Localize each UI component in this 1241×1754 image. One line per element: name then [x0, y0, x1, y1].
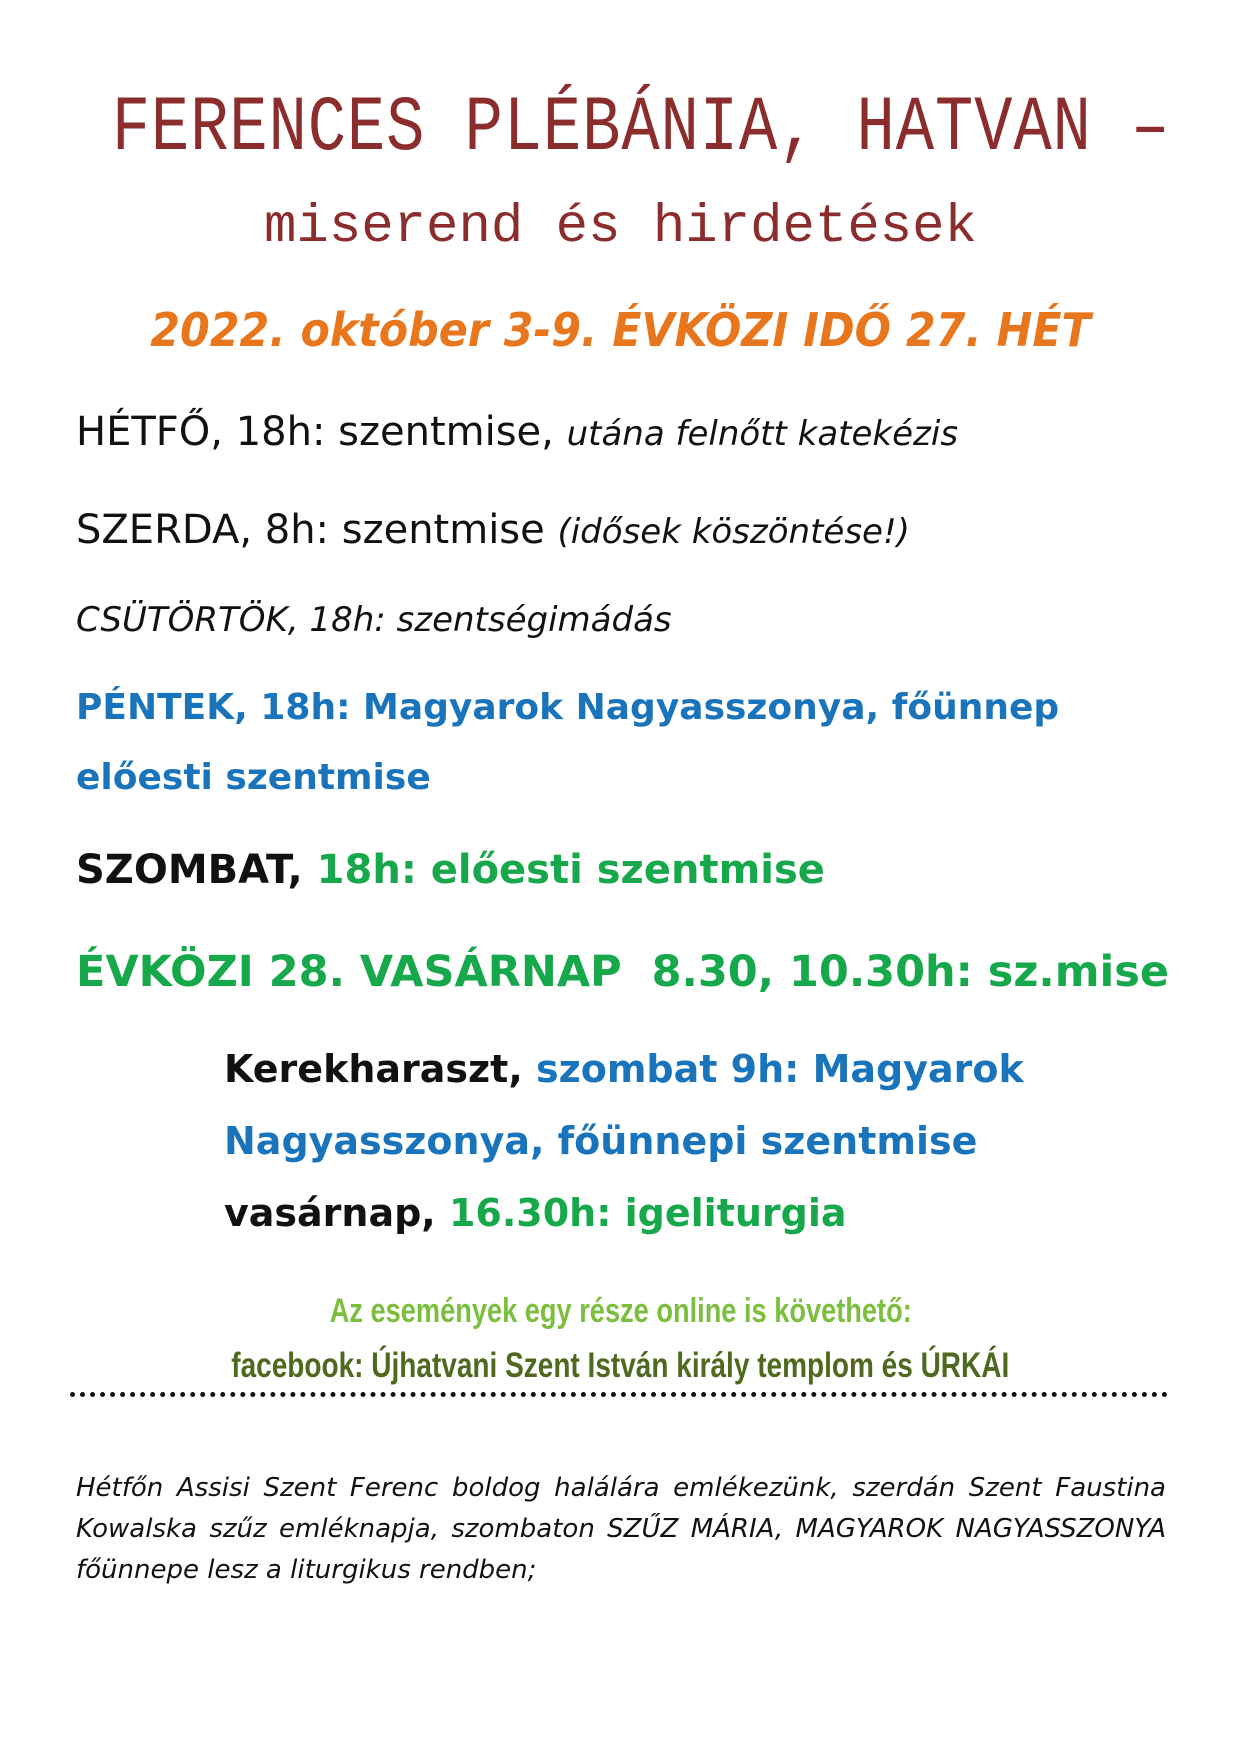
- facebook-line-text: facebook: Újhatvani Szent István király templom és ÚRKÁI: [231, 1346, 1010, 1385]
- monday-main: HÉTFŐ, 18h: szentmise,: [76, 409, 567, 455]
- dotted-divider: [70, 1392, 1168, 1397]
- schedule-friday-line2: előesti szentmise: [76, 757, 431, 798]
- facebook-line: [0, 1342, 1241, 1390]
- week-heading: 2022. október 3-9. ÉVKÖZI IDŐ 27. HÉT: [150, 303, 1091, 357]
- kerekharaszt-line2: Nagyasszonya, főünnepi szentmise: [224, 1119, 978, 1163]
- schedule-wednesday: [76, 502, 910, 560]
- online-notice: [0, 1288, 1241, 1334]
- announcement-note: Hétfőn Assisi Szent Ferenc boldog halálára emlékezünk, szerdán Szent Faustina Kowalska szűz emléknapja, szombaton SZŰZ MÁRIA, MAGYAROK NAGYASSZONYA főünnepe lesz a liturgikus rendben;: [76, 1473, 1166, 1585]
- saturday-detail: 18h: előesti szentmise: [316, 847, 825, 893]
- schedule-friday-line1: PÉNTEK, 18h: Magyarok Nagyasszonya, főünnep: [76, 687, 1060, 728]
- kerekharaszt-line3: [224, 1186, 847, 1240]
- wednesday-main: SZERDA, 8h: szentmise: [76, 507, 558, 553]
- kerekharaszt-sunday-day: vasárnap,: [224, 1191, 449, 1235]
- wednesday-extra: (idősek köszöntése!): [557, 512, 910, 552]
- kerekharaszt-line1: [224, 1042, 1024, 1096]
- schedule-saturday: [76, 842, 825, 898]
- kerekharaszt-sunday-detail: 16.30h: igeliturgia: [448, 1191, 847, 1235]
- schedule-thursday: CSÜTÖRTÖK, 18h: szentségimádás: [76, 600, 672, 640]
- schedule-monday: [76, 404, 958, 462]
- online-notice-text: Az események egy része online is követhető:: [329, 1292, 912, 1330]
- kerekharaszt-place: Kerekharaszt,: [224, 1047, 536, 1091]
- saturday-day: SZOMBAT,: [76, 847, 317, 893]
- kerekharaszt-saturday: szombat 9h: Magyarok: [535, 1047, 1024, 1091]
- page-title: FERENCES PLÉBÁNIA, HATVAN –: [111, 85, 1171, 173]
- schedule-sunday: ÉVKÖZI 28. VASÁRNAP 8.30, 10.30h: sz.mise: [76, 947, 1170, 997]
- monday-extra: utána felnőtt katekézis: [566, 414, 959, 454]
- page-subtitle: miserend és hirdetések: [264, 197, 977, 258]
